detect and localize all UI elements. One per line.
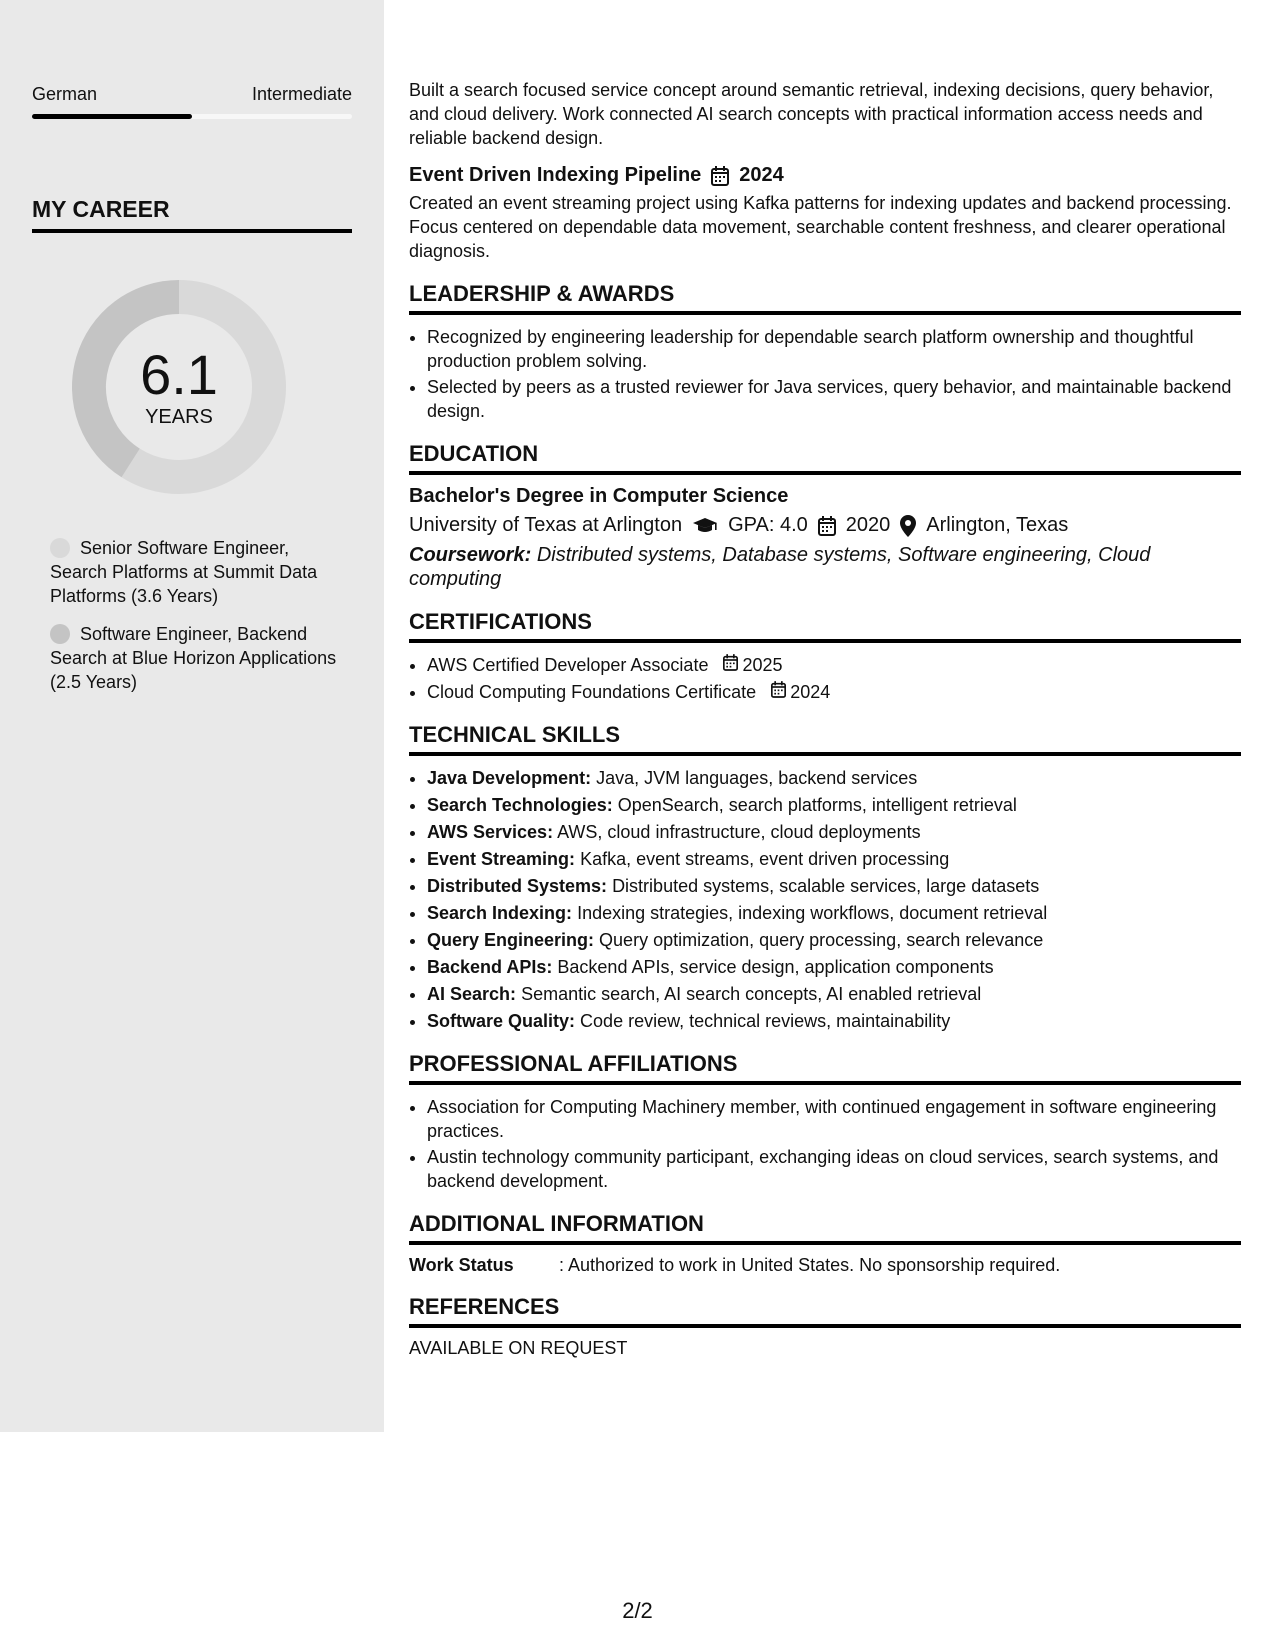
skill-label: Search Technologies: [427,795,613,815]
career-total-unit: YEARS [145,405,213,428]
certification-name: AWS Certified Developer Associate [427,655,709,675]
list-item [427,680,1241,704]
skill-value: Code review, technical reviews, maintainability [580,1011,951,1031]
career-total [66,274,292,500]
skill-value: Semantic search, AI search concepts, AI enabled retrieval [521,984,982,1004]
skill-label: Backend APIs: [427,957,553,977]
list-item: • Recognized by engineering leadership for dependable search platform ownership and thoughtful production problem solving. [427,325,1241,373]
project-intro-text: Built a search focused service concept around semantic retrieval, indexing decisions, query behavior, and cloud delivery. Work connected AI search concepts with practical information access needs and reliable backend design. [409,80,1214,148]
skills-list [409,766,1241,1033]
skill-label: AI Search: [427,984,517,1004]
education-location: Arlington, Texas [926,514,1069,536]
references-heading: REFERENCES [409,1294,1241,1328]
skill-item [427,955,1241,979]
list-item: • Austin technology community participant, exchanging ideas on cloud services, search systems, and backend development. [427,1145,1241,1193]
sidebar [0,0,384,1432]
language-level: Intermediate [251,84,352,104]
education-heading: EDUCATION [409,441,1241,475]
leadership-heading: LEADERSHIP & AWARDS [409,281,1241,315]
list-item [427,653,1241,677]
skill-item [427,874,1241,898]
skill-value: Indexing strategies, indexing workflows, document retrieval [577,903,1048,923]
list-item: • Association for Computing Machinery member, with continued engagement in software engineering practices. [427,1095,1241,1143]
career-legend-dot [50,624,70,644]
education-coursework [409,543,1241,591]
coursework-text: Distributed systems, Database systems, Software engineering, Cloud computing [409,544,1151,590]
skill-item [427,847,1241,871]
project-year: 2024 [739,164,784,186]
skill-label: Java Development: [427,768,592,788]
skill-value: OpenSearch, search platforms, intelligent retrieval [617,795,1017,815]
career-role-text: Senior Software Engineer, Search Platforms at Summit Data Platforms (3.6 Years) [50,538,318,606]
certifications-heading: CERTIFICATIONS [409,609,1241,643]
language-proficiency-bar [32,114,352,119]
skill-label: Query Engineering: [427,930,595,950]
skill-label: Event Streaming: [427,849,576,869]
skill-value: Kafka, event streams, event driven processing [580,849,950,869]
skill-value: Java, JVM languages, backend services [596,768,918,788]
leadership-list [409,325,1241,423]
certification-year: 2024 [790,682,831,702]
work-status-value: : Authorized to work in United States. No sponsorship required. [559,1255,1061,1275]
skill-value: Distributed systems, scalable services, large datasets [612,876,1040,896]
career-item [50,622,340,694]
project-description: Created an event streaming project using Kafka patterns for indexing updates and backend processing. Focus centered on dependable data movement, searchable content freshness, and clearer operational diagnosis. [409,193,1232,261]
skill-value: Backend APIs, service design, application components [557,957,994,977]
skill-label: AWS Services: [427,822,554,842]
education-degree: Bachelor's Degree in Computer Science [409,485,789,507]
skill-value: AWS, cloud infrastructure, cloud deployments [557,822,921,842]
work-status-label: Work Status [409,1255,514,1275]
career-donut-chart [66,274,292,500]
skill-value: Query optimization, query processing, search relevance [599,930,1044,950]
affiliations-list [409,1095,1241,1193]
career-item [50,536,340,608]
certification-year: 2025 [742,655,783,675]
project-title: Event Driven Indexing Pipeline [409,164,702,186]
skill-item [427,1009,1241,1033]
skill-item [427,928,1241,952]
language-row [32,84,352,105]
calendar-icon [818,516,836,536]
main-content [409,78,1241,1359]
skills-heading: TECHNICAL SKILLS [409,722,1241,756]
work-status-row [409,1255,1241,1276]
graduation-cap-icon [692,517,718,535]
certification-name: Cloud Computing Foundations Certificate [427,682,757,702]
skill-item [427,901,1241,925]
education-details [409,514,1241,537]
affiliations-heading: PROFESSIONAL AFFILIATIONS [409,1051,1241,1085]
list-item: • Selected by peers as a trusted reviewer for Java services, query behavior, and maintainable backend design. [427,375,1241,423]
education-school: University of Texas at Arlington [409,514,683,536]
references-text: AVAILABLE ON REQUEST [409,1338,628,1358]
skill-label: Distributed Systems: [427,876,608,896]
calendar-icon [723,653,738,677]
career-heading: MY CAREER [32,196,352,233]
page-number: 2/2 [622,1598,653,1623]
project-title-row [409,164,1241,187]
career-legend-dot [50,538,70,558]
skill-label: Software Quality: [427,1011,576,1031]
skill-label: Search Indexing: [427,903,573,923]
map-pin-icon [900,515,916,537]
career-list [50,536,340,708]
skill-item [427,793,1241,817]
language-proficiency-fill [32,114,192,119]
calendar-icon [711,166,729,186]
additional-info-heading: ADDITIONAL INFORMATION [409,1211,1241,1245]
certifications-list [409,653,1241,704]
language-name: German [32,84,98,104]
career-role-text: Software Engineer, Backend Search at Blue Horizon Applications (2.5 Years) [50,624,337,692]
skill-item [427,820,1241,844]
coursework-label: Coursework: [409,544,532,566]
calendar-icon [771,680,786,704]
education-year: 2020 [845,514,891,536]
career-total-value: 6.1 [140,342,218,406]
skill-item [427,766,1241,790]
education-gpa: GPA: 4.0 [728,514,808,536]
skill-item [427,982,1241,1006]
